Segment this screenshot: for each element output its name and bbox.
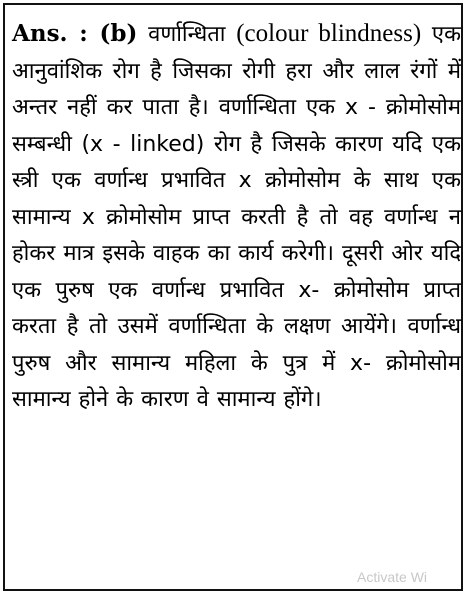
answer-label: Ans. : (b) (12, 20, 138, 47)
answer-term-english: (colour blindness) (236, 20, 422, 47)
answer-body: एक आनुवांशिक रोग है जिसका रोगी हरा और लाल रंगों में अन्तर नहीं कर पाता है। वर्णान्धिता एक x - क्रोमोसोम सम्बन्धी (x - linked) रोग है जिसके कारण यदि एक स्त्री एक वर्णान्ध प्रभावित x क्रोमोसोम के साथ एक सामान्य x क्रोमोसोम प्राप्त करती है तो वह वर्णान्ध न होकर मात्र इसके वाहक का कार्य करेगी। दूसरी ओर यदि एक पुरुष एक वर्णान्ध प्रभावित x- क्रोमोसोम प्राप्त करता है तो उसमें वर्णान्धिता के लक्षण आयेंगे। वर्णान्ध पुरुष और सामान्य महिला के पुत्र में x- क्रोमोसोम सामान्य होने के कारण वे सामान्य होंगे। (12, 22, 461, 412)
answer-term-hindi: वर्णान्धिता (148, 22, 226, 47)
activate-windows-watermark: Activate Wi (357, 569, 428, 585)
answer-paragraph (12, 16, 461, 419)
answer-box (3, 3, 463, 591)
